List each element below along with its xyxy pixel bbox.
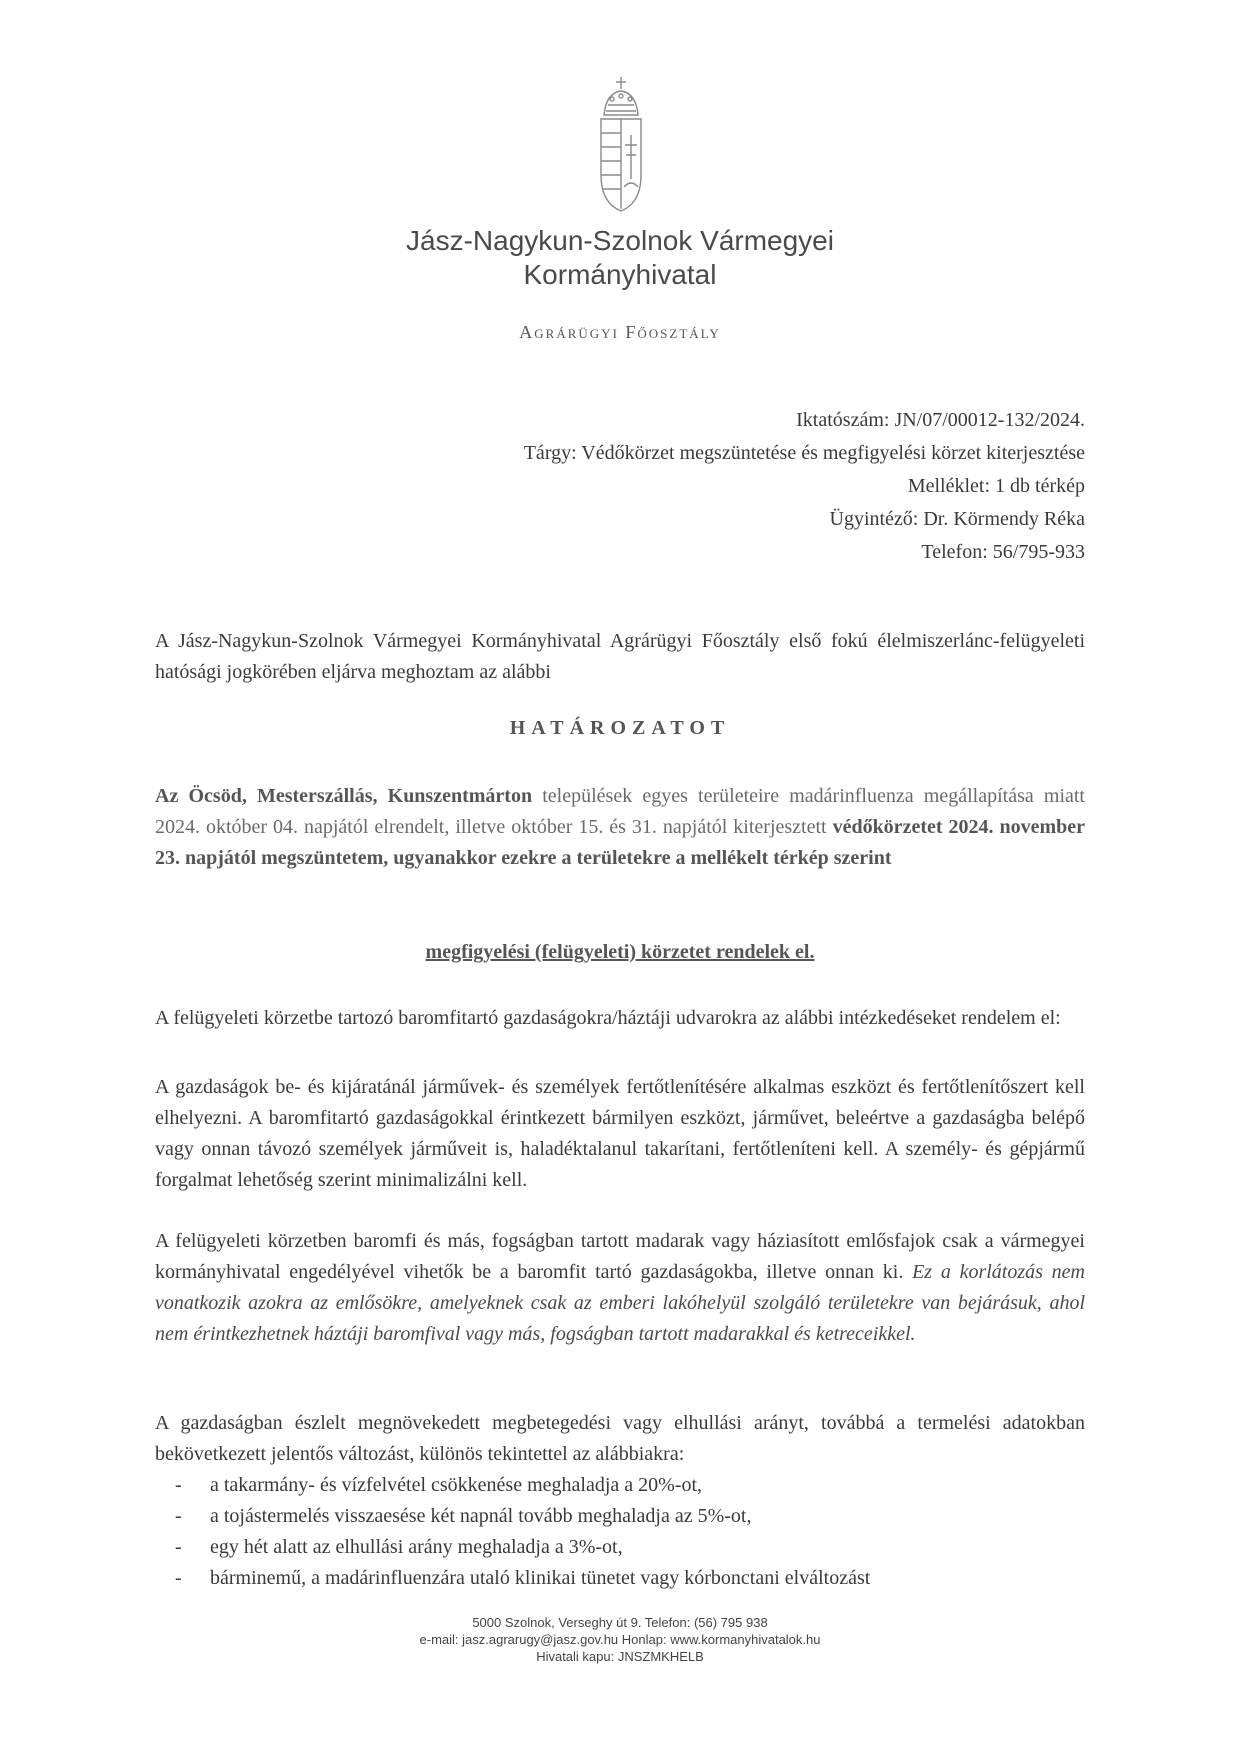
decision-bold-text: védőkörzetet 2024. november 23. napjától megszüntetem, ugyanakkor ezekre a területekre a mellékelt térkép szerint [155,816,1085,869]
list-item: - bárminemű, a madárinfluenzára utaló klinikai tünetet vagy kórbonctani elváltozást [175,1563,1075,1594]
observed-changes-paragraph: A gazdaságban észlelt megnövekedett megbetegedési vagy elhullási arányt, továbbá a termelési adatokban bekövetkezett jelentős változást, különös tekintettel az alábbiakra: [155,1412,1085,1465]
movement-restriction-text: A felügyeleti körzetben baromfi és más, fogságban tartott madarak vagy háziasított emlősfajok csak a vármegyei kormányhivatal engedélyével vihetők be a baromfit tartó gazdaságokba, illetve onnan ki. [155,1230,1085,1283]
attachment-line: Melléklet: 1 db térkép [907,475,1085,497]
organization-name-line2: Kormányhivatal [523,259,717,290]
subject-line: Tárgy: Védőkörzet megszüntetése és megfigyelési körzet kiterjesztése [523,442,1085,464]
affected-settlements: Az Öcsöd, Mesterszállás, Kunszentmárton [155,785,533,807]
disinfection-paragraph: A gazdaságok be- és kijáratánál járművek- és személyek fertőtlenítésére alkalmas eszközt és fertőtlenítőszert kell elhelyezni. A baromfitartó gazdaságokkal érintkezett bármilyen eszközt, járművet, beleértve a gazdaságba belépő vagy onnan távozó személyek járműveit is, haladéktalanul takarítani, fertőtleníteni kell. A személy- és gépjármű forgalmat lehetőség szerint minimalizálni kell. [155,1076,1085,1191]
decision-heading: HATÁROZATOT [509,717,731,739]
measures-intro-paragraph: A felügyeleti körzetbe tartozó baromfitartó gazdaságokra/háztáji udvarokra az alábbi intézkedéseket rendelem el: [155,1007,1061,1029]
department-name: Agrárügyi Főosztály [519,322,721,342]
decision-paragraph [155,781,1085,874]
footer-address: 5000 Szolnok, Verseghy út 9. Telefon: (56) 795 938 [472,1615,768,1630]
case-officer: Ügyintéző: Dr. Körmendy Réka [829,508,1085,530]
footer-gateway: Hivatali kapu: JNSZMKHELB [536,1649,704,1664]
list-marker: - [175,1474,182,1496]
phone-line: Telefon: 56/795-933 [921,541,1085,563]
symptom-list [175,1470,1075,1594]
decision-text: települések egyes területeire madárinfluenza megállapítása miatt 2024. október 04. napjától elrendelt, illetve október 15. és 31. napjától kiterjesztett [155,785,1085,838]
list-marker: - [175,1567,182,1589]
list-marker: - [175,1505,182,1527]
footer-contact: e-mail: jasz.agrarugy@jasz.gov.hu Honlap: www.kormanyhivatalok.hu [419,1632,821,1647]
list-item: - a tojástermelés visszaesése két napnál tovább meghaladja az 5%-ot, [175,1501,1075,1532]
list-item: - a takarmány- és vízfelvétel csökkenése meghaladja a 20%-ot, [175,1470,1075,1501]
order-statement: megfigyelési (felügyeleti) körzetet rendelek el. [425,941,815,963]
document-meta [524,404,1085,569]
organization-name: Jász-Nagykun-Szolnok Vármegyei [406,225,834,256]
list-marker: - [175,1536,182,1558]
list-item: - egy hét alatt az elhullási arány meghaladja a 3%-ot, [175,1532,1075,1563]
page-footer [0,1614,1240,1665]
movement-restriction-paragraph [155,1226,1085,1350]
coat-of-arms-icon [596,75,646,215]
intro-paragraph: A Jász-Nagykun-Szolnok Vármegyei Kormányhivatal Agrárügyi Főosztály első fokú élelmiszerlánc-felügyeleti hatósági jogkörében eljárva meghoztam az alábbi [155,630,1085,683]
exemption-text: Ez a korlátozás nem vonatkozik azokra az emlősökre, amelyeknek csak az emberi lakóhelyül szolgáló területekre van bejárásuk, ahol nem érintkezhetnek háztáji baromfival vagy más, fogságban tartott madarakkal és ketreceikkel. [155,1261,1085,1345]
reference-number: Iktatószám: JN/07/00012-132/2024. [796,409,1085,431]
